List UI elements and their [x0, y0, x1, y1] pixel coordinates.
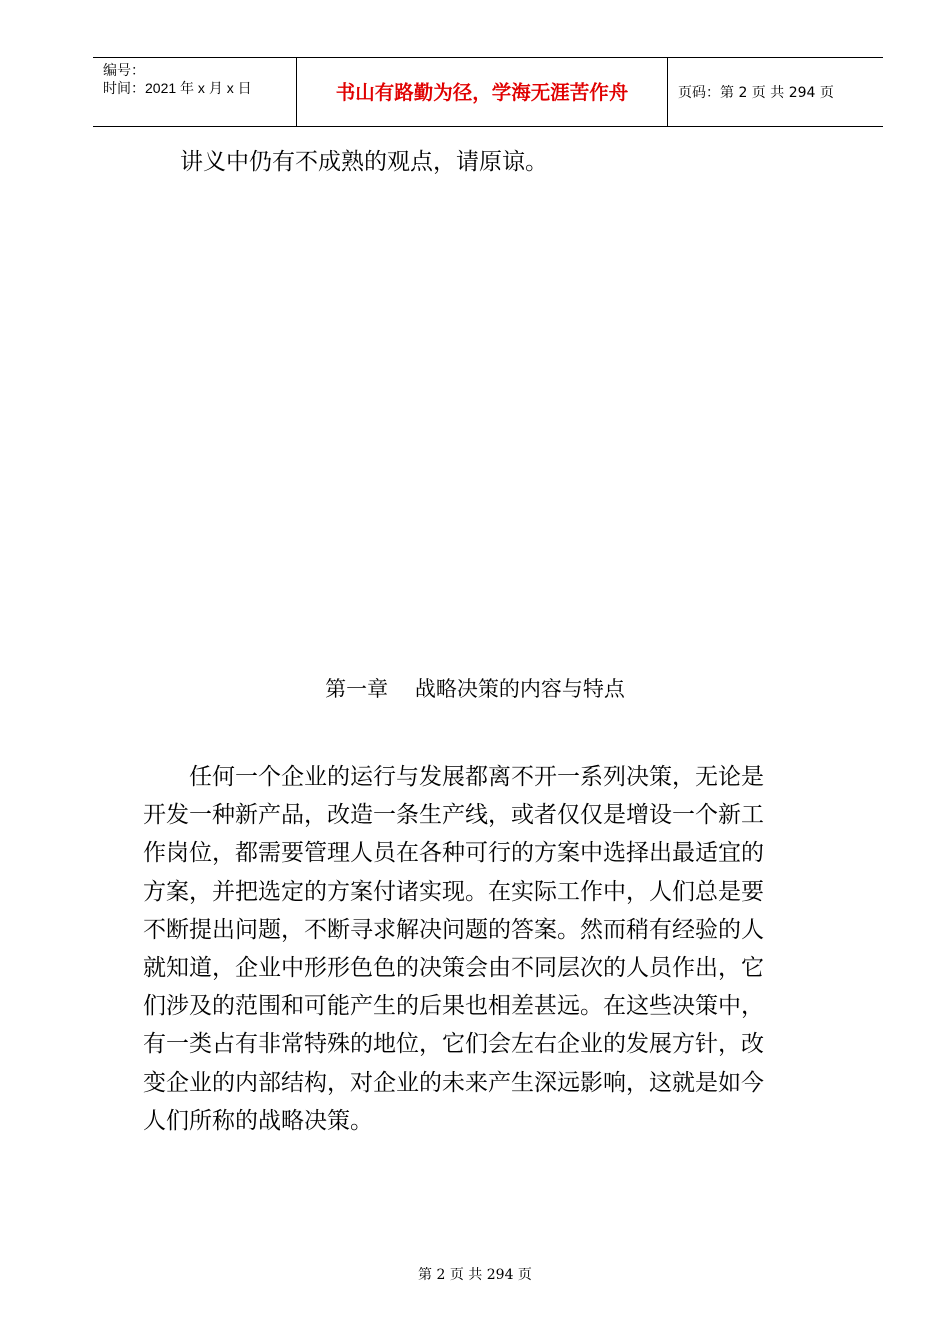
page-footer: 第 2 页 共 294 页: [418, 1267, 532, 1283]
body-paragraph: [143, 758, 843, 1140]
paragraph-line: 们涉及的范围和可能产生的后果也相差甚远。在这些决策中，: [143, 993, 764, 1020]
paragraph-line: 作岗位，都需要管理人员在各种可行的方案中选择出最适宜的: [143, 840, 764, 867]
document-time-label: 时间：2021 年 x 月 x 日: [103, 80, 252, 96]
header-page-info: 页码：第 2 页 共 294 页: [678, 85, 834, 101]
paragraph-line: 就知道，企业中形形色色的决策会由不同层次的人员作出，它: [143, 955, 764, 982]
header-motto: 书山有路勤为径，学海无涯苦作舟: [335, 81, 629, 104]
paragraph-line: 方案，并把选定的方案付诸实现。在实际工作中，人们总是要: [143, 878, 764, 905]
paragraph-line: 有一类占有非常特殊的地位，它们会左右企业的发展方针，改: [143, 1031, 764, 1058]
paragraph-line: 人们所称的战略决策。: [143, 1107, 373, 1134]
header-page-cell: [668, 58, 883, 126]
chapter-title: 第一章 战略决策的内容与特点: [325, 677, 625, 701]
document-number-label: 编号：: [103, 62, 145, 78]
header-motto-cell: [297, 58, 668, 126]
intro-line: 讲义中仍有不成熟的观点，请原谅。: [180, 149, 548, 175]
header-meta-cell: [93, 58, 297, 126]
paragraph-line: 开发一种新产品，改造一条生产线，或者仅仅是增设一个新工: [143, 802, 764, 829]
paragraph-line: 任何一个企业的运行与发展都离不开一系列决策，无论是: [189, 764, 764, 790]
page-header: [93, 57, 883, 127]
paragraph-line: 变企业的内部结构，对企业的未来产生深远影响，这就是如今: [143, 1069, 764, 1096]
paragraph-line: 不断提出问题，不断寻求解决问题的答案。然而稍有经验的人: [143, 916, 764, 943]
